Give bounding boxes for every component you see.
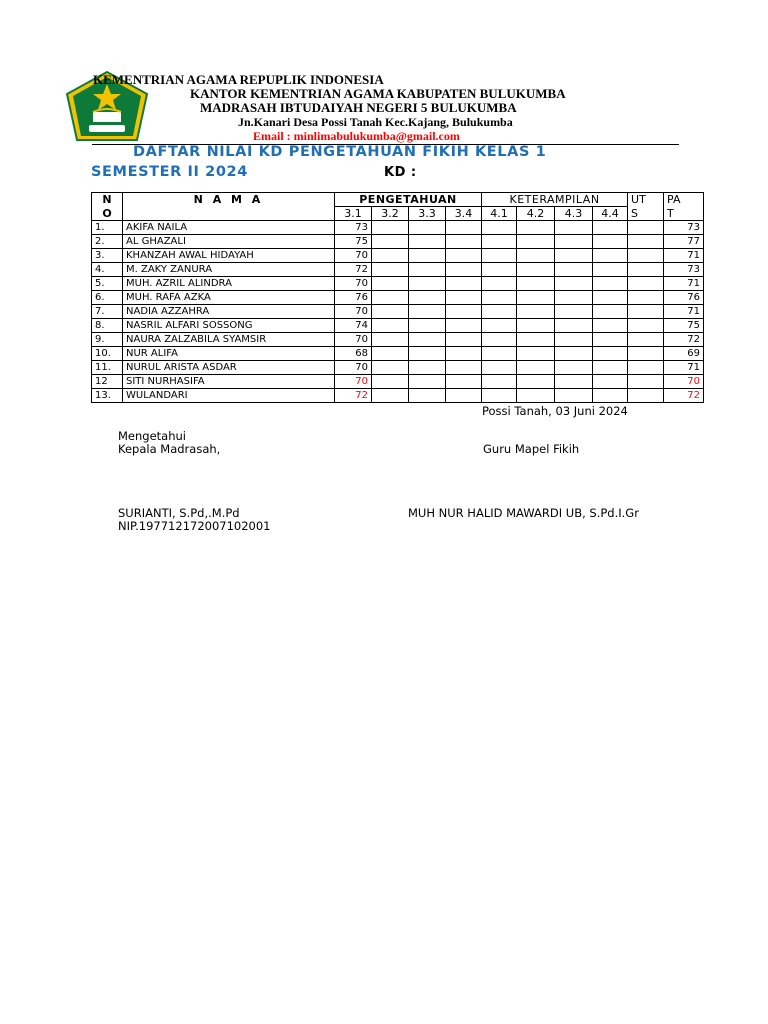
score-pat: 69	[664, 347, 704, 361]
table-row	[92, 277, 704, 291]
score-3-1: 70	[335, 333, 372, 347]
score-pat: 71	[664, 361, 704, 375]
score-empty	[372, 277, 409, 291]
header-ministry: KEMENTRIAN AGAMA REPUPLIK INDONESIA	[93, 72, 384, 87]
student-name: NUR ALIFA	[123, 347, 335, 361]
col-pat-header: PA	[664, 193, 704, 207]
score-empty	[482, 333, 517, 347]
score-empty	[593, 277, 628, 291]
score-empty	[593, 305, 628, 319]
sub-header-3-4: 3.4	[446, 207, 482, 221]
score-pat: 77	[664, 235, 704, 249]
col-pat-header-2: T	[664, 207, 704, 221]
header-office: KANTOR KEMENTRIAN AGAMA KABUPATEN BULUKUMBA	[190, 86, 566, 101]
score-empty	[372, 389, 409, 403]
score-empty	[482, 249, 517, 263]
score-empty	[446, 305, 482, 319]
score-3-1: 70	[335, 305, 372, 319]
score-empty	[593, 333, 628, 347]
score-empty	[482, 235, 517, 249]
score-empty	[409, 347, 446, 361]
sub-header-3-1: 3.1	[335, 207, 372, 221]
score-empty	[409, 319, 446, 333]
score-empty	[482, 347, 517, 361]
table-row	[92, 305, 704, 319]
score-empty	[517, 389, 555, 403]
sub-header-4-2: 4.2	[517, 207, 555, 221]
student-name: NASRIL ALFARI SOSSONG	[123, 319, 335, 333]
score-empty	[409, 361, 446, 375]
score-empty	[409, 305, 446, 319]
row-number: 5.	[92, 277, 123, 291]
score-empty	[517, 305, 555, 319]
table-row	[92, 361, 704, 375]
score-empty	[593, 235, 628, 249]
guru-name: MUH NUR HALID MAWARDI UB, S.Pd.I.Gr	[408, 506, 639, 520]
score-empty	[517, 375, 555, 389]
table-row	[92, 221, 704, 235]
score-empty	[372, 319, 409, 333]
score-empty	[555, 389, 593, 403]
score-empty	[446, 221, 482, 235]
place-date: Possi Tanah, 03 Juni 2024	[482, 404, 628, 418]
col-uts-header-2: S	[628, 207, 664, 221]
col-keterampilan-header: KETERAMPILAN	[482, 193, 628, 207]
score-pat: 71	[664, 277, 704, 291]
score-empty	[628, 389, 664, 403]
score-3-1: 72	[335, 389, 372, 403]
score-empty	[446, 291, 482, 305]
score-empty	[517, 263, 555, 277]
score-empty	[628, 375, 664, 389]
score-empty	[593, 375, 628, 389]
score-pat: 71	[664, 305, 704, 319]
student-name: NADIA AZZAHRA	[123, 305, 335, 319]
col-nama-header-2	[123, 207, 335, 221]
student-name: M. ZAKY ZANURA	[123, 263, 335, 277]
table-row	[92, 263, 704, 277]
score-empty	[409, 263, 446, 277]
score-empty	[482, 389, 517, 403]
table-row	[92, 347, 704, 361]
score-empty	[446, 333, 482, 347]
student-name: MUH. RAFA AZKA	[123, 291, 335, 305]
student-name: NURUL ARISTA ASDAR	[123, 361, 335, 375]
row-number: 8.	[92, 319, 123, 333]
score-empty	[593, 291, 628, 305]
score-empty	[409, 221, 446, 235]
score-empty	[593, 249, 628, 263]
mengetahui-label: Mengetahui	[118, 429, 186, 443]
score-empty	[446, 375, 482, 389]
semester-label: SEMESTER II 2024	[91, 164, 248, 180]
score-empty	[517, 277, 555, 291]
score-empty	[372, 263, 409, 277]
row-number: 3.	[92, 249, 123, 263]
score-empty	[517, 347, 555, 361]
student-name: NAURA ZALZABILA SYAMSIR	[123, 333, 335, 347]
student-name: AL GHAZALI	[123, 235, 335, 249]
score-empty	[555, 221, 593, 235]
col-nama-header: N A M A	[123, 193, 335, 207]
score-empty	[409, 291, 446, 305]
row-number: 7.	[92, 305, 123, 319]
score-empty	[446, 347, 482, 361]
score-empty	[628, 305, 664, 319]
score-empty	[409, 277, 446, 291]
score-empty	[555, 291, 593, 305]
sub-header-3-3: 3.3	[409, 207, 446, 221]
score-empty	[593, 389, 628, 403]
score-empty	[593, 221, 628, 235]
score-empty	[372, 347, 409, 361]
score-empty	[372, 333, 409, 347]
score-empty	[372, 305, 409, 319]
sub-header-4-4: 4.4	[593, 207, 628, 221]
student-name: AKIFA NAILA	[123, 221, 335, 235]
score-empty	[555, 305, 593, 319]
row-number: 1.	[92, 221, 123, 235]
score-empty	[517, 221, 555, 235]
sub-header-4-1: 4.1	[482, 207, 517, 221]
score-empty	[372, 291, 409, 305]
score-3-1: 70	[335, 277, 372, 291]
score-empty	[555, 249, 593, 263]
score-empty	[628, 291, 664, 305]
col-uts-header: UT	[628, 193, 664, 207]
score-3-1: 75	[335, 235, 372, 249]
row-number: 13.	[92, 389, 123, 403]
score-empty	[593, 361, 628, 375]
score-empty	[482, 375, 517, 389]
score-empty	[517, 235, 555, 249]
document-title: DAFTAR NILAI KD PENGETAHUAN FIKIH KELAS 1	[133, 144, 547, 160]
row-number: 11.	[92, 361, 123, 375]
score-empty	[482, 361, 517, 375]
score-3-1: 74	[335, 319, 372, 333]
score-empty	[409, 235, 446, 249]
score-empty	[517, 249, 555, 263]
score-empty	[372, 361, 409, 375]
table-row	[92, 333, 704, 347]
student-name: KHANZAH AWAL HIDAYAH	[123, 249, 335, 263]
sub-header-4-3: 4.3	[555, 207, 593, 221]
kepala-madrasah-label: Kepala Madrasah,	[118, 442, 221, 456]
score-empty	[517, 361, 555, 375]
score-empty	[482, 305, 517, 319]
col-no-header: N	[92, 193, 123, 207]
score-empty	[628, 361, 664, 375]
student-name: WULANDARI	[123, 389, 335, 403]
table-row	[92, 291, 704, 305]
score-empty	[482, 221, 517, 235]
score-3-1: 70	[335, 375, 372, 389]
score-pat: 73	[664, 221, 704, 235]
score-empty	[628, 333, 664, 347]
score-empty	[409, 249, 446, 263]
score-pat: 72	[664, 389, 704, 403]
score-empty	[555, 333, 593, 347]
row-number: 12	[92, 375, 123, 389]
score-3-1: 73	[335, 221, 372, 235]
table-row	[92, 249, 704, 263]
student-name: SITI NURHASIFA	[123, 375, 335, 389]
score-empty	[517, 319, 555, 333]
score-3-1: 70	[335, 249, 372, 263]
col-no-header-2: O	[92, 207, 123, 221]
score-empty	[409, 389, 446, 403]
score-pat: 75	[664, 319, 704, 333]
score-empty	[555, 235, 593, 249]
score-empty	[593, 347, 628, 361]
score-empty	[446, 263, 482, 277]
score-empty	[555, 319, 593, 333]
table-row	[92, 389, 704, 403]
score-empty	[593, 263, 628, 277]
table-row	[92, 235, 704, 249]
score-empty	[482, 291, 517, 305]
header-row-top	[92, 193, 704, 207]
score-empty	[482, 319, 517, 333]
score-empty	[628, 249, 664, 263]
guru-mapel-label: Guru Mapel Fikih	[483, 442, 580, 456]
score-empty	[446, 319, 482, 333]
score-3-1: 70	[335, 361, 372, 375]
table-row	[92, 375, 704, 389]
row-number: 9.	[92, 333, 123, 347]
score-3-1: 72	[335, 263, 372, 277]
row-number: 10.	[92, 347, 123, 361]
grades-table	[91, 192, 704, 403]
score-empty	[372, 375, 409, 389]
score-empty	[593, 319, 628, 333]
score-empty	[446, 235, 482, 249]
score-pat: 76	[664, 291, 704, 305]
col-pengetahuan-header: PENGETAHUAN	[335, 193, 482, 207]
score-empty	[628, 263, 664, 277]
kd-label: KD :	[384, 165, 417, 180]
score-empty	[555, 375, 593, 389]
header-address: Jn.Kanari Desa Possi Tanah Kec.Kajang, Bulukumba	[238, 115, 513, 129]
header-school: MADRASAH IBTUDAIYAH NEGERI 5 BULUKUMBA	[200, 100, 517, 115]
score-empty	[628, 347, 664, 361]
score-empty	[555, 361, 593, 375]
row-number: 2.	[92, 235, 123, 249]
score-empty	[482, 277, 517, 291]
score-3-1: 68	[335, 347, 372, 361]
score-empty	[628, 277, 664, 291]
score-empty	[555, 263, 593, 277]
score-pat: 70	[664, 375, 704, 389]
score-empty	[446, 277, 482, 291]
score-empty	[517, 291, 555, 305]
header-row-bottom	[92, 207, 704, 221]
score-empty	[628, 221, 664, 235]
row-number: 4.	[92, 263, 123, 277]
score-empty	[409, 375, 446, 389]
sub-header-3-2: 3.2	[372, 207, 409, 221]
header-email: Email : minlimabulukumba@gmail.com	[253, 129, 460, 143]
score-empty	[372, 249, 409, 263]
score-3-1: 76	[335, 291, 372, 305]
score-empty	[409, 333, 446, 347]
score-empty	[372, 235, 409, 249]
score-empty	[446, 389, 482, 403]
score-empty	[446, 249, 482, 263]
score-pat: 73	[664, 263, 704, 277]
score-empty	[555, 347, 593, 361]
kepala-name: SURIANTI, S.Pd,.M.Pd	[118, 506, 240, 520]
score-pat: 71	[664, 249, 704, 263]
score-empty	[628, 319, 664, 333]
score-empty	[446, 361, 482, 375]
score-empty	[628, 235, 664, 249]
row-number: 6.	[92, 291, 123, 305]
score-pat: 72	[664, 333, 704, 347]
score-empty	[482, 263, 517, 277]
kepala-nip: NIP.197712172007102001	[118, 519, 271, 533]
score-empty	[517, 333, 555, 347]
score-empty	[555, 277, 593, 291]
student-name: MUH. AZRIL ALINDRA	[123, 277, 335, 291]
score-empty	[372, 221, 409, 235]
table-row	[92, 319, 704, 333]
